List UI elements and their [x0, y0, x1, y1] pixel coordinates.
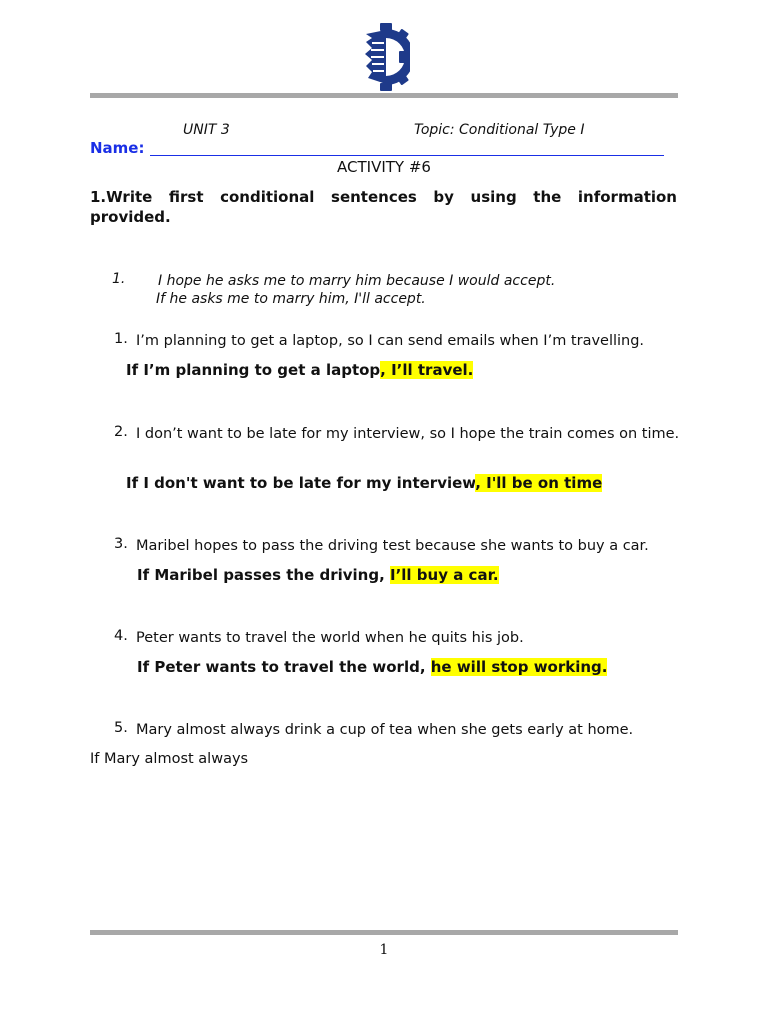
topic-label: Topic: Conditional Type I: [414, 122, 585, 138]
question-number: 3.: [114, 536, 128, 552]
answer-highlight: he will stop working.: [430, 658, 608, 676]
name-label: Name:: [90, 139, 145, 157]
footer-divider: [90, 930, 678, 935]
header-divider: [90, 93, 678, 98]
question-prompt: I’m planning to get a laptop, so I can send emails when I’m travelling.: [136, 333, 645, 349]
page-number: 1: [379, 942, 389, 958]
activity-title: ACTIVITY #6: [337, 158, 431, 176]
question-prompt: I don’t want to be late for my interview, so I hope the train comes on time.: [136, 426, 680, 442]
answer-line: [126, 474, 602, 492]
gear-eagle-logo-icon: [362, 20, 410, 94]
answer-line: [137, 658, 607, 676]
instruction-text: 1.Write first conditional sentences by using the information provided.: [90, 188, 677, 226]
answer-text: If Peter wants to travel the world,: [137, 658, 431, 676]
example-number: 1.: [112, 271, 126, 287]
example-prompt: I hope he asks me to marry him because I would accept.: [158, 273, 556, 289]
answer-text: If I’m planning to get a laptop: [126, 361, 381, 379]
answer-text: If Maribel passes the driving,: [137, 566, 391, 584]
answer-line: [126, 361, 473, 379]
example-answer: If he asks me to marry him, I'll accept.: [156, 291, 426, 307]
answer-line: [137, 566, 499, 584]
name-input-line[interactable]: [150, 155, 664, 156]
question-prompt: Maribel hopes to pass the driving test because she wants to buy a car.: [136, 538, 649, 554]
question-number: 5.: [114, 720, 128, 736]
unit-label: UNIT 3: [183, 122, 230, 138]
partial-answer: If Mary almost always: [90, 751, 249, 767]
answer-highlight: I’ll buy a car.: [390, 566, 499, 584]
answer-highlight: , I’ll travel.: [380, 361, 474, 379]
answer-highlight: , I'll be on time: [475, 474, 603, 492]
question-number: 2.: [114, 424, 128, 440]
question-prompt: Peter wants to travel the world when he quits his job.: [136, 630, 524, 646]
question-number: 4.: [114, 628, 128, 644]
answer-text: If I don't want to be late for my interview: [126, 474, 476, 492]
question-number: 1.: [114, 331, 128, 347]
question-prompt: Mary almost always drink a cup of tea when she gets early at home.: [136, 722, 634, 738]
